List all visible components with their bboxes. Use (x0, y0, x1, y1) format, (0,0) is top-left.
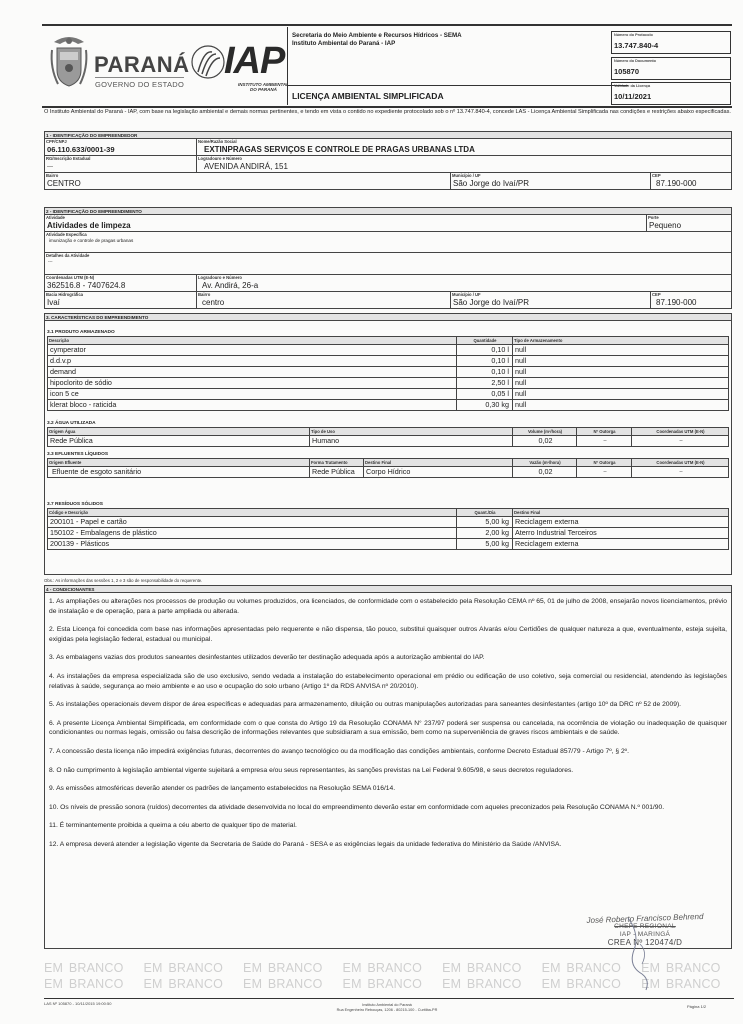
enterprise-district-label: Bairro (198, 292, 211, 297)
water-col-origin: Origem Água (48, 428, 310, 435)
condition-item: 2. Esta Licença foi concedida com base nas informações apresentadas pelo requerente e não dispensa, tão pouco, substitui quaisquer outros Alvarás e/ou Certidões de qualquer natureza a que, eventualmente, esteja sujeita, exigidas pela legislação federal, estadual ou municipal. (49, 626, 727, 643)
solids-header (48, 509, 728, 517)
footer-org-address: Rua Engenheiro Rebouças, 1206 - 80215-100 - Curitiba-PR (336, 1007, 438, 1012)
effluents-header (48, 459, 728, 467)
effluents-table (47, 458, 729, 478)
header-bottom-rule (42, 106, 732, 108)
entrepreneur-cep-label: CEP (652, 173, 661, 178)
size-cell (647, 215, 731, 231)
effluent-treatment: Rede Pública (310, 467, 364, 477)
product-quantity: 0,30 kg (457, 400, 513, 410)
enterprise-address-label: Logradouro e Número (198, 275, 242, 280)
solids-col-qty: Quant./Dia (457, 509, 513, 516)
watermark-text: EM BRANCO (541, 961, 622, 975)
table-row (48, 367, 728, 378)
activity-details-label: Detalhes da Atividade (46, 253, 90, 258)
signatory-role: CHEFE REGIONAL (614, 923, 676, 930)
entrepreneur-address-label: Logradouro e Número (198, 156, 242, 161)
solid-destination: Aterro Industrial Terceiros (515, 528, 597, 537)
watermark-text: EM BRANCO (44, 961, 124, 975)
product-description: klerat bloco - raticida (48, 400, 457, 410)
solids-col-code: Código e Descrição (48, 509, 457, 516)
header-org-names (292, 32, 462, 48)
company-name-label: Nome/Razão Social (198, 139, 237, 144)
watermark-text: EM BRANCO (342, 977, 423, 991)
solids-title: 3.7 RESÍDUOS SÓLIDOS (47, 502, 103, 507)
solid-quantity: 5,00 kg (457, 517, 513, 527)
org-line-sema: Secretaria do Meio Ambiente e Recursos Hídricos - SEMA (292, 32, 462, 39)
footer-org-name: Instituto Ambiental do Paraná (362, 1003, 412, 1007)
footer-rule (44, 998, 734, 999)
condition-item: 8. O não cumprimento à legislação ambiental vigente sujeitará a empresa e/ou seus representantes, às sanções previstas na Lei Federal 9.605/98, e seus decretos reguladores. (49, 766, 574, 774)
table-row (48, 539, 728, 549)
rg-value: --- (47, 164, 53, 170)
basin-cell (45, 292, 197, 308)
protocol-number-label: Número do Protocolo (614, 33, 653, 37)
effluents-col-grant: Nº Outorga (577, 459, 632, 466)
entrepreneur-district-value: CENTRO (47, 179, 81, 188)
entrepreneur-address-cell (197, 156, 731, 172)
section-1-title: 1 - IDENTIFICAÇÃO DO EMPREENDEDOR (45, 132, 731, 139)
condition-item: 11. É terminantemente proibida a queima a céu aberto de qualquer tipo de material. (49, 822, 297, 830)
page-number: Página 1/2 (687, 1004, 707, 1009)
effluents-col-destination: Destino Final (364, 459, 513, 466)
water-col-utm: Coordenadas UTM (E-N) (656, 429, 705, 434)
product-quantity: 0,05 l (457, 389, 513, 399)
handwritten-signature-icon (620, 914, 660, 994)
watermark-text: EM BRANCO (243, 961, 323, 975)
rg-label: RG/Inscrição Estadual (46, 156, 91, 161)
entrepreneur-cep-value: 87.190-000 (656, 179, 697, 188)
entrepreneur-row-3 (45, 173, 731, 189)
specific-activity-label: Atividade Específica (46, 232, 87, 237)
effluents-col-utm: Coordenadas UTM (E-N) (656, 460, 705, 465)
products-title: 3.1 PRODUTO ARMAZENADO (47, 330, 115, 335)
signatory-office: IAP - MARINGÁ (619, 931, 671, 938)
license-validity-box (611, 82, 731, 105)
enterprise-row-1 (45, 215, 731, 232)
enterprise-city-label: Município / UF (452, 292, 481, 297)
enterprise-row-2 (45, 232, 731, 253)
entrepreneur-address-value: AVENIDA ANDIRÁ, 151 (204, 162, 288, 171)
watermark-text: EM BRANCO (44, 977, 124, 991)
enterprise-address-cell (197, 275, 731, 291)
table-row (48, 467, 728, 477)
water-utm: -- (679, 438, 683, 444)
document-number-value: 105870 (614, 67, 640, 76)
product-description: cymperator (48, 345, 457, 355)
water-title: 3.2 ÁGUA UTILIZADA (47, 421, 96, 426)
product-storage: null (515, 345, 527, 354)
solid-quantity: 2,00 kg (457, 528, 513, 538)
condition-item: 9. As emissões atmosféricas deverão atender os padrões de lançamento estabelecidos na Resolução SEMA 016/14. (49, 785, 396, 793)
company-name-cell (197, 139, 731, 155)
signature-stamp (550, 911, 740, 947)
products-col-quantity: Quantidade (457, 337, 513, 344)
product-storage: null (515, 389, 527, 398)
logo-area (42, 30, 290, 104)
condition-item: 5. As instalações operacionais devem dispor de área específicas e adequadas para armazenamento, diluição ou outras manipulações autorizadas para saneantes desinfestantes (artigo 10º da DRC nº 52 de 2009). (49, 701, 682, 709)
utm-cell (45, 275, 197, 291)
watermark-text: EM BRANCO (641, 977, 721, 991)
section-entrepreneur (44, 131, 732, 190)
product-description: hipoclorito de sódio (48, 378, 457, 388)
section-2-title: 2 - IDENTIFICAÇÃO DO EMPREENDIMENTO (45, 208, 731, 215)
effluent-destination: Corpo Hídrico (364, 467, 513, 477)
iap-logo-icon (190, 44, 226, 80)
entrepreneur-city-label: Município / UF (452, 173, 481, 178)
water-use: Humano (310, 436, 513, 446)
effluent-utm: -- (679, 469, 683, 475)
protocol-number-box (611, 31, 731, 54)
water-header (48, 428, 728, 436)
product-storage: null (515, 378, 527, 387)
protocol-number-value: 13.747.840-4 (614, 41, 659, 50)
condition-item: 6. A presente Licença Ambiental Simplificada, em conformidade com o que consta do Artigo 19 da Resolução CONAMA N° 237/97 poderá ser suspensa ou cancelada, na ocorrência de violação ou inadequação de quaisquer condicionantes ou normas legais, omissão ou falsa descrição de informações relevantes que subsidiaram a sua emissão, bem como na superveniência de graves riscos ambientais e de saúde. (49, 719, 727, 737)
solid-destination: Reciclagem externa (515, 539, 579, 548)
water-col-volume: Volume (m³/hora) (513, 428, 577, 435)
document-title: LICENÇA AMBIENTAL SIMPLIFICADA (292, 91, 444, 101)
enterprise-row-5 (45, 292, 731, 308)
water-grant: -- (577, 436, 632, 446)
cpf-value: 06.110.633/0001-39 (47, 145, 115, 154)
product-storage: null (515, 367, 527, 376)
signatory-name: José Roberto Francisco Behrend (586, 911, 704, 926)
watermark-text: EM BRANCO (641, 961, 721, 975)
watermark-text: EM BRANCO (143, 961, 224, 975)
license-validity-label: Validade da Licença (614, 84, 651, 88)
enterprise-address-value: Av. Andirá, 26-a (202, 281, 259, 290)
header-org-block (287, 27, 627, 105)
product-description: icon 5 ce (48, 389, 457, 399)
entrepreneur-cep-cell (651, 173, 731, 189)
license-document (27, 0, 733, 1024)
table-row (48, 378, 728, 389)
product-storage: null (515, 356, 527, 365)
parana-logo-text: PARANÁ (94, 52, 190, 77)
enterprise-city-value: São Jorge do Ivaí/PR (453, 298, 530, 307)
product-description: demand (48, 367, 457, 377)
watermark-text: EM BRANCO (143, 977, 224, 991)
entrepreneur-district-cell (45, 173, 451, 189)
water-table (47, 427, 729, 447)
size-value: Pequeno (649, 221, 682, 230)
basin-value: Ivaí (47, 298, 60, 307)
solid-code-description: 150102 - Embalagens de plástico (48, 528, 457, 538)
enterprise-row-4 (45, 275, 731, 292)
entrepreneur-district-label: Bairro (46, 173, 59, 178)
iap-logo-subtitle (238, 82, 289, 92)
enterprise-cep-value: 87.190-000 (656, 298, 697, 307)
solid-code-description: 200139 - Plásticos (48, 539, 457, 549)
parana-logo-subtitle: GOVERNO DO ESTADO (95, 77, 184, 89)
water-col-use: Tipo de Uso (310, 428, 513, 435)
basin-label: Bacia Hidrográfica (46, 292, 84, 297)
products-col-description: Descrição (48, 337, 457, 344)
table-row (48, 356, 728, 367)
company-name-value: EXTINPRAGAS SERVIÇOS E CONTROLE DE PRAGAS URBANAS LTDA (204, 145, 475, 154)
document-number-label: Número do Documento (614, 59, 656, 63)
license-validity-value: 10/11/2021 (614, 92, 652, 101)
condition-item: 12. A empresa deverá atender a legislação vigente da Secretaria de Saúde do Paraná - SESA e as exigências legais da unidade federativa do Ministério da Saúde /ANVISA. (49, 840, 562, 848)
intro-paragraph: O Instituto Ambiental do Paraná - IAP, com base na legislação ambiental e demais normas pertinentes, e tendo em vista o contido no expediente protocolado sob o nº 13.747.840-4, concede LAS - Licença Ambiental Simplificada nas condições e restrições abaixo especificadas. (44, 109, 731, 115)
table-row (48, 345, 728, 356)
effluent-origin: Efluente de esgoto sanitário (48, 467, 310, 477)
section-3-title: 3. CARACTERÍSTICAS DO EMPREENDIMENTO (45, 314, 731, 321)
header-divider (288, 85, 628, 86)
org-line-iap: Instituto Ambiental do Paraná - IAP (292, 40, 396, 47)
watermark-text: EM BRANCO (442, 961, 522, 975)
specific-activity-cell (45, 232, 731, 252)
watermark-text: EM BRANCO (243, 977, 323, 991)
condition-item: 7. A concessão desta licença não impedirá exigências futuras, decorrentes do avanço tecnológico ou da modificação das condições ambientais, conforme Decreto Estadual 857/79 - Artigo 7º, § 2º. (49, 747, 629, 755)
section-conditions (44, 585, 732, 949)
effluent-flow: 0,02 (513, 467, 577, 477)
cpf-cell (45, 139, 197, 155)
condition-item: 10. Os níveis de pressão sonora (ruídos) decorrentes da atividade desenvolvida no local do empreendimento deverão estar em conformidade com aqueles preconizados pela Resolução CONAMA N.º 001/90. (49, 803, 665, 811)
enterprise-row-3 (45, 253, 731, 275)
watermark-text: EM BRANCO (541, 977, 622, 991)
product-quantity: 0,10 l (457, 367, 513, 377)
iap-sub-line-1: INSTITUTO AMBIENTAL (238, 82, 289, 87)
watermark-text: EM BRANCO (342, 961, 423, 975)
document-number-box (611, 57, 731, 80)
solid-code-description: 200101 - Papel e cartão (48, 517, 457, 527)
water-origin: Rede Pública (48, 436, 310, 446)
products-col-storage: Tipo de Armazenamento (514, 338, 563, 343)
footer-address (267, 1003, 507, 1013)
enterprise-city-cell (451, 292, 651, 308)
watermark-text: EM BRANCO (442, 977, 522, 991)
product-description: d.d.v.p (48, 356, 457, 366)
product-quantity: 2,50 l (457, 378, 513, 388)
solid-quantity: 5,00 kg (457, 539, 513, 549)
utm-value: 362516.8 - 7407624.8 (47, 281, 126, 290)
section-4-title: 4 - CONDICIONANTES (45, 586, 731, 593)
product-quantity: 0,10 l (457, 345, 513, 355)
activity-details-cell (45, 253, 731, 274)
water-volume: 0,02 (513, 436, 577, 446)
table-row (48, 400, 728, 410)
table-row (48, 528, 728, 539)
header-top-rule (42, 24, 732, 26)
activity-label: Atividade (46, 215, 65, 220)
enterprise-cep-cell (651, 292, 731, 308)
enterprise-cep-label: CEP (652, 292, 661, 297)
iap-sub-line-2: DO PARANÁ (250, 87, 277, 92)
activity-details-value: --- (48, 259, 53, 264)
water-col-grant: Nº Outorga (577, 428, 632, 435)
solids-table (47, 508, 729, 550)
enterprise-district-cell (197, 292, 451, 308)
section-enterprise (44, 207, 732, 309)
parana-coat-of-arms-icon (48, 32, 90, 92)
specific-activity-value: imunização e controle de pragas urbanas (49, 238, 134, 243)
effluents-col-origin: Origem Efluente (48, 459, 310, 466)
products-header (48, 337, 728, 345)
condition-item: 3. As embalagens vazias dos produtos saneantes desinfestantes utilizados deverão ter destinação adequada após a autorização ambiental do IAP. (49, 654, 485, 662)
cpf-label: CPF/CNPJ (46, 139, 67, 144)
table-row (48, 517, 728, 528)
solid-destination: Reciclagem externa (515, 517, 579, 526)
size-label: Porte (648, 215, 659, 220)
entrepreneur-row-1 (45, 139, 731, 156)
table-row (48, 389, 728, 400)
effluent-grant: -- (577, 467, 632, 477)
condition-item: 1. As ampliações ou alterações nos processos de produção ou volumes produzidos, ora licenciados, de conformidade com o estabelecido pela Resolução CEMA nº 65, 01 de julho de 2008, ensejarão novos licenciamentos, prévio de instalação e de operação, para a parte ampliada ou alterada. (49, 598, 727, 615)
activity-value: Atividades de limpeza (47, 221, 131, 230)
section-characteristics (44, 313, 732, 575)
table-row (48, 436, 728, 446)
solids-col-destination: Destino Final (514, 510, 541, 515)
utm-label: Coordenadas UTM (E-N) (46, 275, 95, 280)
effluents-col-flow: Vazão (m³/hora) (513, 459, 577, 466)
entrepreneur-row-2 (45, 156, 731, 173)
products-table (47, 336, 729, 411)
observation-note: Obs.: As informações das sessões 1, 2 e 3 são de responsabilidade do requerente. (44, 578, 203, 583)
condition-item: 4. As instalações da empresa especializada são de uso exclusivo, sendo vedada a instalação do estabelecimento operacional em prédio ou edificação de uso coletivo, seja comercial ou residencial, atendendo às legislações relativas à saúde, segurança ao meio ambiente e ao uso e ocupação do solo urbano (Artigo 1º da RDS ANVISA nº 20/2010). (49, 672, 727, 690)
signatory-registry: CREA Nº 120474/D (607, 938, 683, 947)
activity-cell (45, 215, 647, 231)
entrepreneur-city-value: São Jorge do Ivaí/PR (453, 179, 530, 188)
entrepreneur-city-cell (451, 173, 651, 189)
enterprise-district-value: centro (202, 298, 225, 307)
effluents-title: 3.3 EFLUENTES LÍQUIDOS (47, 452, 109, 457)
footer-license-stamp: LAS Nº 105870 - 10/11/2015 19:00:50 (44, 1001, 112, 1006)
effluents-col-treatment: Forma Tratamento (310, 459, 364, 466)
iap-logo-text: IAP (224, 40, 285, 82)
rg-cell (45, 156, 197, 172)
product-storage: null (515, 400, 527, 409)
product-quantity: 0,10 l (457, 356, 513, 366)
